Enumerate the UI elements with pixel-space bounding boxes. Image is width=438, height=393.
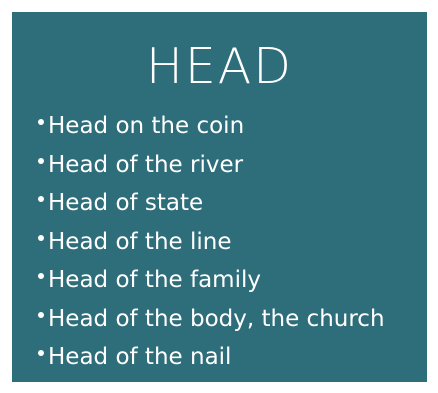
bullet-icon	[38, 158, 44, 164]
list-item-text: Head of the nail	[48, 344, 232, 371]
list-item-text: Head of the line	[48, 228, 232, 255]
list-item	[38, 261, 385, 300]
list-item-text: Head of the family	[48, 267, 261, 294]
slide	[12, 12, 427, 382]
bullet-icon	[38, 312, 44, 318]
list-item	[38, 107, 385, 146]
list-item	[38, 300, 385, 339]
list-item-text: Head of the river	[48, 151, 244, 178]
bullet-icon	[38, 273, 44, 279]
bullet-icon	[38, 196, 44, 202]
bullet-icon	[38, 235, 44, 241]
list-item	[38, 338, 385, 377]
list-item-text: Head of the body, the church	[48, 305, 385, 332]
list-item-text: Head on the coin	[48, 113, 245, 140]
list-item	[38, 223, 385, 262]
bullet-icon	[38, 350, 44, 356]
bullet-icon	[38, 119, 44, 125]
list-item-text: Head of state	[48, 190, 204, 217]
list-item	[38, 184, 385, 223]
slide-title: HEAD	[145, 38, 294, 95]
bullet-list	[38, 107, 385, 377]
list-item	[38, 146, 385, 185]
